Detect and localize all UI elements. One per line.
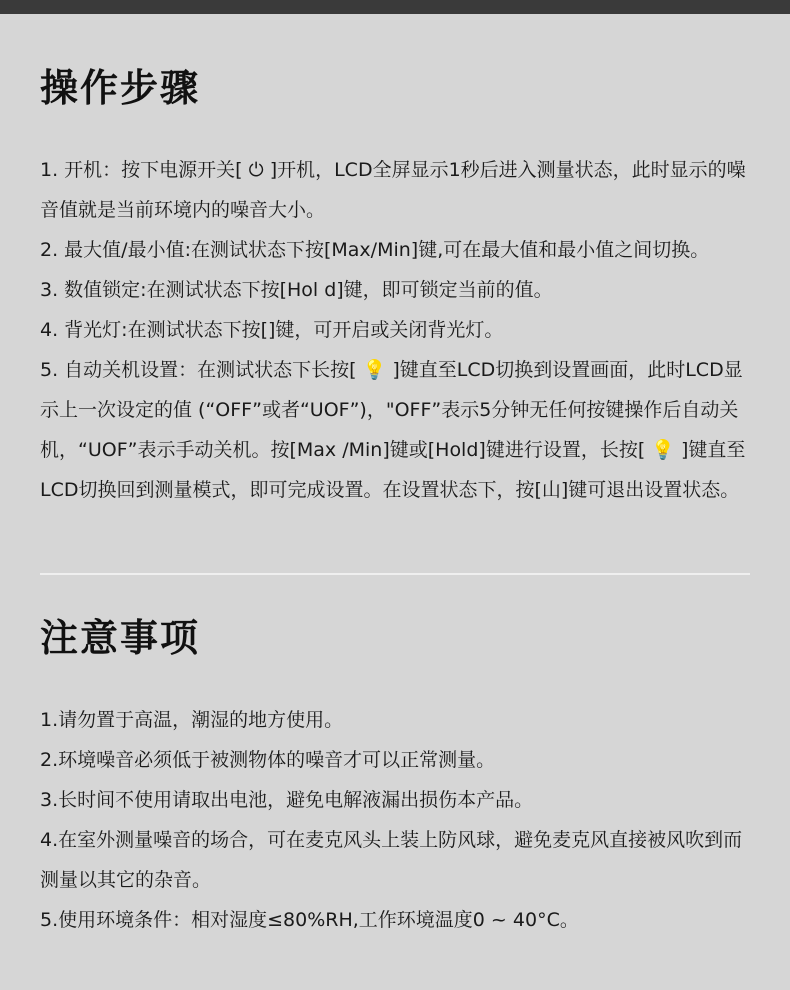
note-item: 2.环境噪音必须低于被测物体的噪音才可以正常测量。 [40, 749, 496, 771]
step-item: 4. 背光灯:在测试状态下按[]键，可开启或关闭背光灯。 [40, 319, 504, 341]
note-item: 4.在室外测量噪音的场合，可在麦克风头上装上防风球，避免麦克风直接被风吹到而测量以其它的杂音。 [40, 829, 743, 891]
note-item: 1.请勿置于高温，潮湿的地方使用。 [40, 709, 344, 731]
precautions-list [40, 700, 752, 940]
note-item: 5.使用环境条件：相对湿度≤80%RH,工作环境温度0 ~ 40°C。 [40, 909, 579, 931]
step-item: 2. 最大值/最小值:在测试状态下按[Max/Min]键,可在最大值和最小值之间切换。 [40, 239, 710, 261]
step-item: 5. 自动关机设置：在测试状态下长按[ 💡 ]键直至LCD切换到设置画面，此时LCD显示上一次设定的值 (“OFF”或者“UOF”)，"OFF”表示5分钟无任何按键操作后自动关机，“UOF”表示手动关机。按[Max /Min]键或[Hold]键进行设置，长按[ 💡 ]键直至LCD切换回到测量模式，即可完成设置。在设置状态下，按[山]键可退出设置状态。 [40, 359, 746, 501]
operation-steps-title: 操作步骤 [40, 66, 201, 110]
operation-steps-list [40, 150, 752, 510]
precautions-title: 注意事项 [40, 616, 201, 660]
note-item: 3.长时间不使用请取出电池，避免电解液漏出损伤本产品。 [40, 789, 534, 811]
step-item: 1. 开机：按下电源开关[ ⏻ ]开机，LCD全屏显示1秒后进入测量状态，此时显示的噪音值就是当前环境内的噪音大小。 [40, 159, 746, 221]
top-bar [0, 0, 790, 14]
section-divider [40, 573, 750, 575]
step-item: 3. 数值锁定:在测试状态下按[Hol d]键，即可锁定当前的值。 [40, 279, 553, 301]
